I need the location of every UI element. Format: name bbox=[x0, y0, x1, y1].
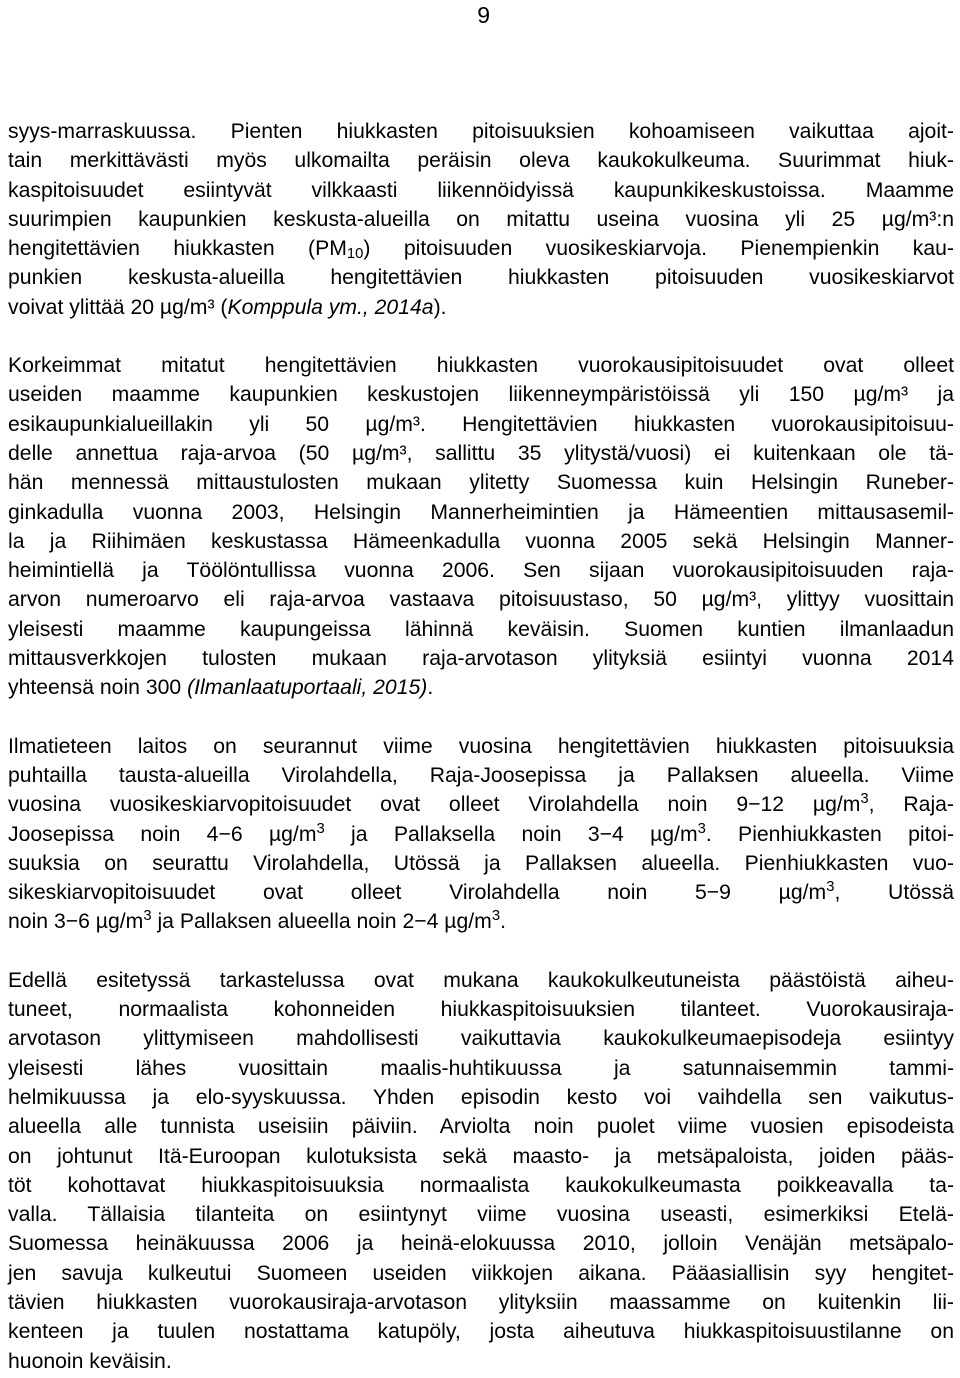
text-line: Suomessa heinäkuussa 2006 ja heinä-elokuussa 2010, jolloin Venäjän metsäpalo- bbox=[8, 1232, 954, 1256]
text-span: pitoisuuden vuosikeskiarvoja. Pienempienkin kau- bbox=[403, 237, 954, 261]
text-line: hengitettävien hiukkasten $(PM_{10})$ pitoisuuden vuosikeskiarvoja. Pienempienkin kau- bbox=[8, 237, 954, 263]
citation: Komppula ym., 2014a bbox=[227, 295, 434, 319]
text-span: , Raja- bbox=[868, 793, 954, 817]
text-line: yleisesti maamme kaupungeissa lähinnä keväisin. Suomen kuntien ilmanlaadun bbox=[8, 617, 954, 641]
superscript: 3 bbox=[143, 908, 152, 925]
superscript: 3 bbox=[697, 820, 706, 837]
text-line: puhtailla tausta-alueilla Virolahdella, Raja-Joosepissa ja Pallaksen alueella. Viime bbox=[8, 763, 954, 787]
text-line: la ja Riihimäen keskustassa Hämeenkadulla vuonna 2005 sekä Helsingin Manner- bbox=[8, 529, 954, 553]
text-span: ja Pallaksella noin 3−4 µg/m bbox=[351, 822, 698, 846]
page-number: 9 bbox=[477, 2, 490, 28]
text-line bbox=[8, 293, 954, 322]
text-line: tuneet, normaalista kohonneiden hiukkaspitoisuuksien tilanteet. Vuorokausiraja- bbox=[8, 998, 954, 1022]
text-line: tain merkittävästi myös ulkomailta peräisin oleva kaukokulkeuma. Suurimmat hiuk- bbox=[8, 149, 954, 173]
text-span: . bbox=[427, 676, 434, 700]
text-line: Edellä esitetyssä tarkastelussa ovat mukana kaukokulkeutuneista päästöistä aiheu- bbox=[8, 968, 954, 992]
text-line: on johtunut Itä-Euroopan kulotuksista sekä maasto- ja metsäpaloista, joiden pääs- bbox=[8, 1144, 954, 1168]
text-line: töt kohottavat hiukkaspitoisuuksia normaalista kaukokulkeumasta poikkeavalla ta- bbox=[8, 1173, 954, 1197]
pm-subscript: 10 bbox=[346, 246, 364, 263]
text-line: yleisesti lähes vuosittain maalis-huhtikuussa ja satunnaisemmin tammi- bbox=[8, 1056, 954, 1080]
text-line: jen savuja kulkeutui Suomeen useiden viikkojen aikana. Pääasiallisin syy hengitet- bbox=[8, 1261, 954, 1285]
paragraph-4 bbox=[8, 966, 954, 1376]
text-line: arvotason ylittymiseen mahdollisesti vaikuttavia kaukokulkeumaepisodeja esiintyy bbox=[8, 1027, 954, 1051]
text-span: vuosina vuosikeskiarvopitoisuudet ovat olleet Virolahdella noin 9−12 µg/m bbox=[8, 793, 861, 817]
text-line: tävien hiukkasten vuorokausiraja-arvotason ylityksiin maassamme on kuitenkin lii- bbox=[8, 1290, 954, 1314]
text-line: useiden maamme kaupunkien keskustojen liikenneympäristöissä yli 150 µg/m³ ja bbox=[8, 383, 954, 407]
text-span: hengitettävien hiukkasten (PM bbox=[8, 237, 347, 261]
superscript: 3 bbox=[826, 878, 835, 895]
text-line: helmikuussa ja elo-syyskuussa. Yhden episodin kesto voi vaihdella sen vaikutus- bbox=[8, 1085, 954, 1109]
text-line: punkien keskusta-alueilla hengitettävien hiukkasten pitoisuuden vuosikeskiarvot bbox=[8, 266, 954, 290]
text-line: esikaupunkialueillakin yli 50 µg/m³. Hengitettävien hiukkasten vuorokausipitoisuu- bbox=[8, 412, 954, 436]
paragraph-1 bbox=[8, 117, 954, 322]
text-span: . bbox=[500, 910, 506, 934]
text-line: ginkadulla vuonna 2003, Helsingin Mannerheimintien ja Hämeentien mittausasemil- bbox=[8, 500, 954, 524]
text-line: valla. Tällaisia tilanteita on esiintynyt viime vuosina useasti, esimerkiksi Etelä- bbox=[8, 1203, 954, 1227]
text-line: arvon numeroarvo eli raja-arvoa vastaava pitoisuustaso, 50 µg/m³, ylittyy vuosittain bbox=[8, 588, 954, 612]
text-line: kaspitoisuudet esiintyvät vilkkaasti liikennöidyissä kaupunkikeskustoissa. Maamme bbox=[8, 178, 954, 202]
text-line: huonoin keväisin. bbox=[8, 1349, 172, 1373]
text-line: Korkeimmat mitatut hengitettävien hiukkasten vuorokausipitoisuudet ovat olleet bbox=[8, 354, 954, 378]
text-span: voivat ylittää 20 µg/m³ ( bbox=[8, 295, 228, 319]
text-line: hän mennessä mittaustulosten mukaan ylitetty Suomessa kuin Helsingin Runeber- bbox=[8, 471, 954, 495]
paragraph-2 bbox=[8, 351, 954, 703]
text-line: alueella alle tunnista useisiin päiviin. Arviolta noin puolet viime vuosien episodeista bbox=[8, 1115, 954, 1139]
text-line bbox=[8, 907, 954, 936]
text-span: noin 3−6 µg/m bbox=[8, 910, 144, 934]
text-span: ). bbox=[433, 295, 447, 319]
text-line: syys-marraskuussa. Pienten hiukkasten pitoisuuksien kohoamiseen vaikuttaa ajoit- bbox=[8, 120, 954, 143]
text-line: delle annettua raja-arvoa (50 µg/m³, sallittu 35 ylitystä/vuosi) ei kuitenkaan ole tä- bbox=[8, 441, 954, 465]
text-line: suurimpien kaupunkien keskusta-alueilla on mitattu useina vuosina yli 25 µg/m³:n bbox=[8, 207, 954, 231]
text-line: mittausverkkojen tulosten mukaan raja-arvotason ylityksiä esiintyi vuonna 2014 bbox=[8, 647, 954, 671]
text-span: yhteensä noin 300 bbox=[8, 676, 188, 700]
text-span: sikeskiarvopitoisuudet ovat olleet Virolahdella noin 5−9 µg/m bbox=[8, 881, 827, 905]
text-span: ja Pallaksen alueella noin 2−4 µg/m bbox=[151, 910, 492, 934]
text-line bbox=[8, 820, 954, 849]
text-line: heimintiellä ja Töölöntullissa vuonna 2006. Sen sijaan vuorokausipitoisuuden raja- bbox=[8, 559, 954, 583]
superscript: 3 bbox=[860, 791, 869, 808]
text-line: kenteen ja tuulen nostattama katupöly, josta aiheutuva hiukkaspitoisuustilanne on bbox=[8, 1320, 954, 1344]
text-span: Joosepissa noin 4−6 µg/m bbox=[8, 822, 317, 846]
text-line: suuksia on seurattu Virolahdella, Utössä ja Pallaksen alueella. Pienhiukkasten vuo- bbox=[8, 851, 954, 875]
text-span: , Utössä bbox=[834, 881, 954, 905]
text-line bbox=[8, 790, 954, 819]
text-line bbox=[8, 673, 954, 702]
text-span: . Pienhiukkasten pitoi- bbox=[705, 822, 954, 846]
text-line bbox=[8, 878, 954, 907]
citation: (Ilmanlaatuportaali, 2015) bbox=[187, 676, 428, 700]
text-line: Ilmatieteen laitos on seurannut viime vuosina hengitettävien hiukkasten pitoisuuksia bbox=[8, 734, 954, 758]
superscript: 3 bbox=[316, 820, 325, 837]
superscript: 3 bbox=[491, 908, 501, 925]
document-body bbox=[8, 117, 954, 1376]
paragraph-3 bbox=[8, 732, 954, 937]
